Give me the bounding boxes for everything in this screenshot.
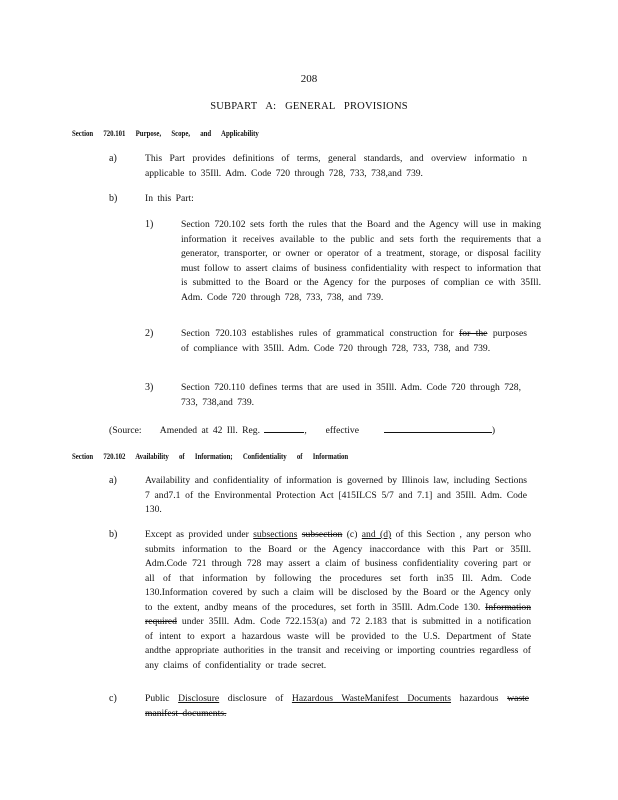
deleted-text: subsection [301,529,343,540]
text-run: of this Section , any person who submits information to the Board or the Agency inaccordance with this Part or 35Ill. Adm.Code 721 through 728 may assert a claim of business confidentiality covering part or all of that information by following the procedures set forth in35 Ill. Adm. Code 130.Information covered by such a claim will be disclosed by the Board or the Agency only to the extent, andby means of the procedures, set forth in 35Ill. Adm.Code 130. [145,529,532,613]
subpart-title: SUBPART A: GENERAL PROVISIONS [210,101,408,112]
inserted-text: and (d) [361,529,392,540]
subitem-label-3: 3) [145,382,154,393]
subitem-2-part-1: Section 720.103 establishes rules of grammatical construction for [181,328,460,339]
subitem-label-1: 1) [145,219,154,230]
subitem-1-text: Section 720.102 sets forth the rules that the Board and the Agency will use in making information it receives available to the public and sets forth the requirements that a generator, transporter, or owner or operator of a treatment, storage, or disposal facility must follow to assert claims of business confidentiality with respect to information that is submitted to the Board or the Agency for the purposes of complian ce with 35Ill. Adm. Code 720 through 728, 733, 738, and 739. [181,219,541,303]
inserted-text: Hazardous WasteManifest Documents [291,693,452,704]
section-heading-720-102: Section 720.102 Availability of Information; Confidentiality of Information [72,452,349,461]
paragraph-b: In this Part: [145,193,194,204]
subitem-label-2: 2) [145,328,154,339]
subitem-3-text: Section 720.110 defines terms that are used in 35Ill. Adm. Code 720 through 728, 733, 738,and 739. [181,382,521,408]
source-note [109,423,529,439]
register-page-blank [264,423,304,433]
deleted-text: waste manifest documents. [145,693,529,719]
paragraph-a: This Part provides definitions of terms, general standards, and overview informatio n applicable to 35Ill. Adm. Code 720 through 728, 733, 738,and 739. [145,153,527,179]
item-label-a-2: a) [109,475,117,486]
item-label-b-2: b) [109,529,118,540]
deleted-text: for the [459,328,488,339]
source-comma: , [304,425,307,436]
item-label-b: b) [109,193,118,204]
text-run: under 35Ill. Adm. Code 722.153(a) and 72 2.183 that is submitted in a notification of intent to export a hazardous waste will be provided to the U.S. Department of State andthe appropriate authorities in the transit and receiving or importing countries regardless of any claims of confidentiality or trade secret. [145,616,531,671]
text-run: hazardous [451,693,508,704]
paragraph-b-2 [145,528,531,673]
text-run: Public [145,693,179,704]
text-run: disclosure of [219,693,292,704]
inserted-text: subsections [253,529,298,540]
effective-date-blank [384,423,492,433]
text-run: Except as provided under [145,529,254,540]
subitem-2-text [181,327,527,356]
item-label-a: a) [109,153,117,164]
page-number: 208 [300,73,318,85]
source-amended: Amended at 42 Ill. Reg. [159,425,260,436]
paragraph-a-2: Availability and confidentiality of information is governed by Illinois law, including Sections 7 and7.1 of the Environmental Protection Act [415ILCS 5/7 and 7.1] and 35Ill. Adm. Code 130. [145,475,527,515]
source-effective: effective [325,425,359,436]
subitem-2-part-2: purposes of compliance with 35Ill. Adm. Code 720 through 728, 733, 738, and 739. [181,328,527,354]
section-heading-720-101: Section 720.101 Purpose, Scope, and Applicability [72,129,259,138]
source-close: ) [491,425,496,436]
inserted-text: Disclosure [178,693,220,704]
deleted-text: Information required [145,601,531,627]
paragraph-c-2 [145,692,529,721]
text-run: (c) [342,529,362,540]
item-label-c-2: c) [109,693,117,704]
source-label: (Source: [109,425,142,436]
